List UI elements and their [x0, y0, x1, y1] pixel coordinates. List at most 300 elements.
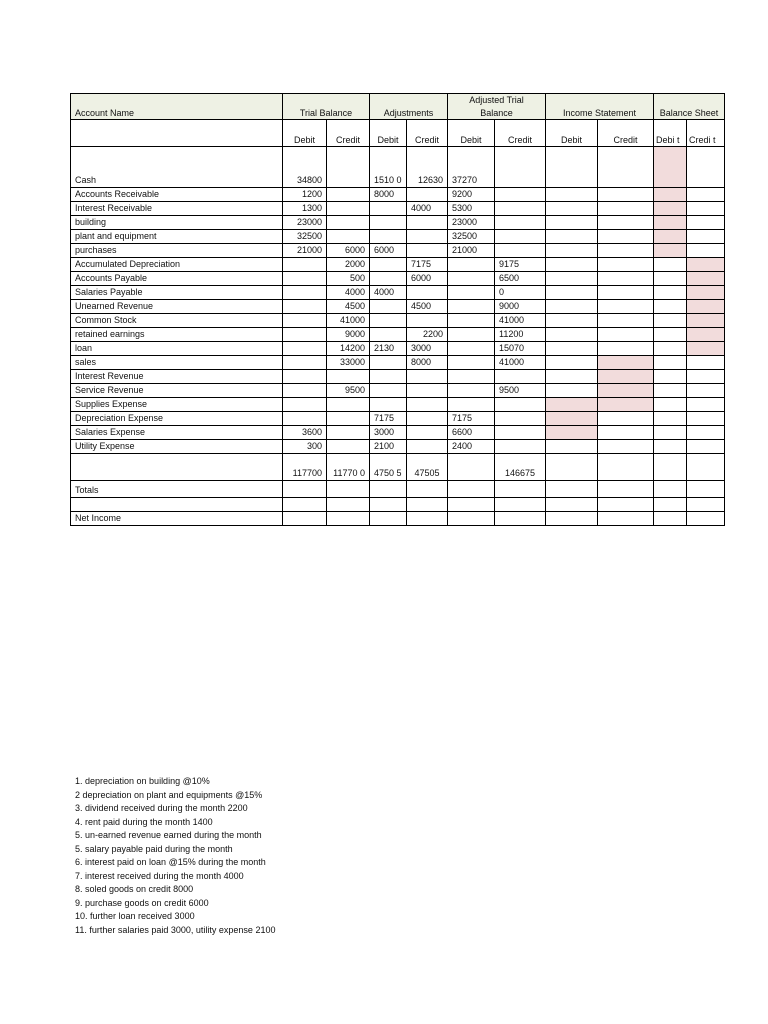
net-income-empty: [687, 512, 725, 526]
atb-debit: [448, 370, 495, 384]
bs-credit: [687, 272, 725, 286]
bs-debit: [654, 216, 687, 230]
account-name: retained earnings: [71, 328, 283, 342]
tb-debit: [283, 370, 327, 384]
bs-credit: [687, 426, 725, 440]
table-row: [71, 314, 725, 328]
tb-credit: [327, 398, 370, 412]
is-debit: [546, 202, 598, 216]
is-credit: [598, 258, 654, 272]
tb-credit: [327, 426, 370, 440]
note-item: 7. interest received during the month 4000: [75, 870, 244, 881]
is-credit: [598, 342, 654, 356]
adj-debit: 2100: [370, 440, 407, 454]
table-row: [71, 370, 725, 384]
atb-debit: [448, 258, 495, 272]
tb-debit: [283, 384, 327, 398]
account-name: Salaries Expense: [71, 426, 283, 440]
net-income-empty: [407, 512, 448, 526]
bs-debit: [654, 328, 687, 342]
adj-credit: [407, 370, 448, 384]
tb-debit: [283, 398, 327, 412]
table-row: [71, 426, 725, 440]
adj-debit: [370, 230, 407, 244]
adj-debit: [370, 328, 407, 342]
header-adjusted-trial-balance: Adjusted Trial Balance: [448, 94, 546, 120]
adj-credit: [407, 398, 448, 412]
bs-debit: [654, 244, 687, 258]
atb-credit: 9000: [495, 300, 546, 314]
tb-debit: [283, 286, 327, 300]
adj-credit: 2200: [407, 328, 448, 342]
atb-debit: 37270: [448, 147, 495, 188]
tb-credit: 41000: [327, 314, 370, 328]
atb-debit: 9200: [448, 188, 495, 202]
total-tb-credit: 11770 0: [327, 454, 370, 481]
tb-credit: 4500: [327, 300, 370, 314]
account-name: Accounts Payable: [71, 272, 283, 286]
table-row: [71, 328, 725, 342]
tb-credit: [327, 147, 370, 188]
is-credit: [598, 384, 654, 398]
adj-debit: [370, 356, 407, 370]
tb-credit: 9500: [327, 384, 370, 398]
bs-debit: [654, 370, 687, 384]
atb-debit: 5300: [448, 202, 495, 216]
empty-cell: [327, 498, 370, 512]
header-bs-debit: Debi t: [654, 120, 687, 147]
tb-debit: [283, 258, 327, 272]
tb-credit: [327, 370, 370, 384]
table-row: [71, 342, 725, 356]
total-empty: [598, 454, 654, 481]
bs-credit: [687, 300, 725, 314]
note-item: 9. purchase goods on credit 6000: [75, 897, 209, 908]
is-credit: [598, 230, 654, 244]
adj-credit: 4000: [407, 202, 448, 216]
total-adj-credit: 47505: [407, 454, 448, 481]
adj-debit: 7175: [370, 412, 407, 426]
tb-debit: 21000: [283, 244, 327, 258]
header-is-credit: Credit: [598, 120, 654, 147]
header-balance-sheet: Balance Sheet: [654, 94, 725, 120]
is-credit: [598, 300, 654, 314]
total-empty: [687, 454, 725, 481]
account-name: loan: [71, 342, 283, 356]
tb-credit: 500: [327, 272, 370, 286]
adj-debit: [370, 300, 407, 314]
tb-credit: 2000: [327, 258, 370, 272]
total-adj-debit: 4750 5: [370, 454, 407, 481]
tb-debit: [283, 342, 327, 356]
adj-debit: [370, 216, 407, 230]
adj-debit: 3000: [370, 426, 407, 440]
is-debit: [546, 147, 598, 188]
note-item: 4. rent paid during the month 1400: [75, 816, 213, 827]
is-debit: [546, 356, 598, 370]
header-adj-credit: Credit: [407, 120, 448, 147]
table-row: [71, 244, 725, 258]
empty-cell: [598, 498, 654, 512]
totals-empty: [687, 481, 725, 498]
atb-credit: [495, 440, 546, 454]
total-empty: [546, 454, 598, 481]
tb-credit: [327, 412, 370, 426]
atb-debit: 6600: [448, 426, 495, 440]
adj-debit: [370, 370, 407, 384]
adj-credit: [407, 244, 448, 258]
bs-debit: [654, 300, 687, 314]
is-credit: [598, 216, 654, 230]
note-item: 8. soled goods on credit 8000: [75, 884, 194, 894]
bs-debit: [654, 258, 687, 272]
header-adjustments: Adjustments: [370, 94, 448, 120]
adj-credit: 3000: [407, 342, 448, 356]
adj-credit: [407, 188, 448, 202]
adj-credit: [407, 314, 448, 328]
net-income-label: Net Income: [71, 512, 283, 526]
atb-credit: [495, 398, 546, 412]
is-credit: [598, 244, 654, 258]
empty-cell: [495, 498, 546, 512]
table-row: [71, 398, 725, 412]
header-adj-debit: Debit: [370, 120, 407, 147]
atb-credit: [495, 147, 546, 188]
bs-credit: [687, 328, 725, 342]
bs-debit: [654, 398, 687, 412]
note-item: 3. dividend received during the month 2200: [75, 803, 248, 813]
empty-cell: [283, 498, 327, 512]
is-debit: [546, 314, 598, 328]
bs-credit: [687, 384, 725, 398]
net-income-empty: [546, 512, 598, 526]
totals-empty: [370, 481, 407, 498]
atb-credit: 0: [495, 286, 546, 300]
is-debit: [546, 328, 598, 342]
account-name: Cash: [71, 147, 283, 188]
bs-debit: [654, 412, 687, 426]
adj-debit: [370, 202, 407, 216]
tb-debit: 1200: [283, 188, 327, 202]
adj-credit: [407, 286, 448, 300]
empty-cell: [448, 498, 495, 512]
total-empty: [654, 454, 687, 481]
atb-debit: 7175: [448, 412, 495, 426]
totals-row: [71, 481, 725, 498]
is-credit: [598, 202, 654, 216]
tb-credit: 14200: [327, 342, 370, 356]
is-debit: [546, 412, 598, 426]
tb-debit: [283, 300, 327, 314]
bs-debit: [654, 342, 687, 356]
is-debit: [546, 188, 598, 202]
header-atb-debit: Debit: [448, 120, 495, 147]
header-row-groups: [71, 94, 725, 120]
account-name: Interest Revenue: [71, 370, 283, 384]
bs-debit: [654, 147, 687, 188]
table-row: [71, 147, 725, 188]
atb-debit: [448, 328, 495, 342]
bs-credit: [687, 216, 725, 230]
adj-debit: [370, 314, 407, 328]
tb-debit: 34800: [283, 147, 327, 188]
tb-debit: 300: [283, 440, 327, 454]
totals-empty: [495, 481, 546, 498]
tb-credit: [327, 188, 370, 202]
bs-debit: [654, 272, 687, 286]
net-income-empty: [327, 512, 370, 526]
is-debit: [546, 300, 598, 314]
tb-credit: [327, 202, 370, 216]
atb-debit: [448, 342, 495, 356]
is-credit: [598, 188, 654, 202]
atb-credit: 6500: [495, 272, 546, 286]
table-row: [71, 384, 725, 398]
atb-credit: 41000: [495, 356, 546, 370]
is-credit: [598, 412, 654, 426]
atb-credit: [495, 202, 546, 216]
account-name: Unearned Revenue: [71, 300, 283, 314]
is-debit: [546, 286, 598, 300]
tb-debit: [283, 328, 327, 342]
bs-credit: [687, 230, 725, 244]
account-name: Depreciation Expense: [71, 412, 283, 426]
bs-debit: [654, 440, 687, 454]
adj-debit: [370, 258, 407, 272]
header-tb-credit: Credit: [327, 120, 370, 147]
account-name: purchases: [71, 244, 283, 258]
is-debit: [546, 426, 598, 440]
atb-credit: 9175: [495, 258, 546, 272]
account-name: building: [71, 216, 283, 230]
bs-debit: [654, 426, 687, 440]
is-credit: [598, 328, 654, 342]
net-income-empty: [448, 512, 495, 526]
totals-values-row: [71, 454, 725, 481]
net-income-empty: [654, 512, 687, 526]
atb-debit: 32500: [448, 230, 495, 244]
tb-credit: 33000: [327, 356, 370, 370]
empty-row: [71, 498, 725, 512]
tb-credit: 6000: [327, 244, 370, 258]
header-trial-balance: Trial Balance: [283, 94, 370, 120]
total-tb-debit: 117700: [283, 454, 327, 481]
tb-debit: [283, 272, 327, 286]
atb-credit: 41000: [495, 314, 546, 328]
adj-credit: [407, 384, 448, 398]
is-credit: [598, 314, 654, 328]
header-row-subcolumns: [71, 120, 725, 147]
bs-debit: [654, 230, 687, 244]
table-row: [71, 202, 725, 216]
bs-credit: [687, 440, 725, 454]
is-credit: [598, 356, 654, 370]
is-debit: [546, 244, 598, 258]
atb-credit: [495, 370, 546, 384]
is-credit: [598, 272, 654, 286]
tb-credit: [327, 230, 370, 244]
account-name: plant and equipment: [71, 230, 283, 244]
table-row: [71, 272, 725, 286]
tb-credit: [327, 216, 370, 230]
atb-credit: [495, 230, 546, 244]
adj-credit: [407, 216, 448, 230]
is-credit: [598, 440, 654, 454]
adjustment-notes: [75, 775, 290, 937]
net-income-empty: [495, 512, 546, 526]
is-credit: [598, 147, 654, 188]
atb-debit: [448, 300, 495, 314]
account-name: Supplies Expense: [71, 398, 283, 412]
bs-credit: [687, 244, 725, 258]
adj-credit: [407, 230, 448, 244]
net-income-empty: [370, 512, 407, 526]
adj-credit: [407, 440, 448, 454]
adj-credit: 12630: [407, 147, 448, 188]
header-blank: [71, 120, 283, 147]
note-item: 10. further loan received 3000: [75, 911, 195, 921]
is-debit: [546, 342, 598, 356]
tb-credit: 9000: [327, 328, 370, 342]
bs-credit: [687, 258, 725, 272]
adj-debit: [370, 272, 407, 286]
atb-debit: [448, 286, 495, 300]
note-item: 1. depreciation on building @10%: [75, 776, 210, 786]
bs-credit: [687, 356, 725, 370]
table-row: [71, 286, 725, 300]
is-credit: [598, 286, 654, 300]
table-row: [71, 188, 725, 202]
account-name: Common Stock: [71, 314, 283, 328]
note-item: 2 depreciation on plant and equipments @15%: [75, 789, 263, 800]
atb-debit: 21000: [448, 244, 495, 258]
atb-debit: [448, 272, 495, 286]
is-debit: [546, 230, 598, 244]
header-is-debit: Debit: [546, 120, 598, 147]
atb-credit: [495, 188, 546, 202]
bs-credit: [687, 342, 725, 356]
account-name: Salaries Payable: [71, 286, 283, 300]
account-name: sales: [71, 356, 283, 370]
adj-debit: 4000: [370, 286, 407, 300]
atb-credit: [495, 216, 546, 230]
adj-debit: 8000: [370, 188, 407, 202]
header-income-statement: Income Statement: [546, 94, 654, 120]
atb-credit: 9500: [495, 384, 546, 398]
is-debit: [546, 398, 598, 412]
table-row: [71, 258, 725, 272]
totals-empty: [546, 481, 598, 498]
table-row: [71, 440, 725, 454]
tb-debit: 23000: [283, 216, 327, 230]
totals-empty: [654, 481, 687, 498]
bs-credit: [687, 412, 725, 426]
table-row: [71, 216, 725, 230]
account-name: Interest Receivable: [71, 202, 283, 216]
account-name: Utility Expense: [71, 440, 283, 454]
adj-debit: 6000: [370, 244, 407, 258]
totals-label: Totals: [71, 481, 283, 498]
header-atb-credit: Credit: [495, 120, 546, 147]
atb-credit: 15070: [495, 342, 546, 356]
empty-cell: [407, 498, 448, 512]
tb-debit: 1300: [283, 202, 327, 216]
atb-debit: [448, 314, 495, 328]
atb-credit: 11200: [495, 328, 546, 342]
bs-debit: [654, 314, 687, 328]
bs-debit: [654, 202, 687, 216]
adj-credit: 8000: [407, 356, 448, 370]
is-debit: [546, 440, 598, 454]
is-credit: [598, 398, 654, 412]
bs-credit: [687, 286, 725, 300]
totals-empty: [598, 481, 654, 498]
header-bs-credit: Credi t: [687, 120, 725, 147]
net-income-empty: [598, 512, 654, 526]
atb-debit: 2400: [448, 440, 495, 454]
totals-empty: [327, 481, 370, 498]
account-name: Service Revenue: [71, 384, 283, 398]
adj-credit: [407, 412, 448, 426]
adj-debit: [370, 384, 407, 398]
bs-debit: [654, 384, 687, 398]
bs-credit: [687, 188, 725, 202]
worksheet-table: [70, 93, 725, 526]
empty-cell: [687, 498, 725, 512]
is-credit: [598, 370, 654, 384]
tb-debit: 32500: [283, 230, 327, 244]
account-name: Accounts Receivable: [71, 188, 283, 202]
tb-debit: [283, 314, 327, 328]
bs-credit: [687, 314, 725, 328]
table-row: [71, 412, 725, 426]
empty-cell: [654, 498, 687, 512]
note-item: 5. un-earned revenue earned during the month: [75, 830, 262, 840]
table-row: [71, 356, 725, 370]
atb-debit: 23000: [448, 216, 495, 230]
atb-debit: [448, 398, 495, 412]
header-tb-debit: Debit: [283, 120, 327, 147]
empty-cell: [71, 498, 283, 512]
tb-debit: [283, 356, 327, 370]
atb-debit: [448, 356, 495, 370]
bs-credit: [687, 370, 725, 384]
atb-credit: [495, 412, 546, 426]
tb-debit: 3600: [283, 426, 327, 440]
note-item: 11. further salaries paid 3000, utility expense 2100: [75, 924, 276, 935]
adj-credit: [407, 426, 448, 440]
table-row: [71, 230, 725, 244]
bs-debit: [654, 356, 687, 370]
adj-debit: 1510 0: [370, 147, 407, 188]
empty-cell: [370, 498, 407, 512]
totals-empty: [407, 481, 448, 498]
atb-debit: [448, 384, 495, 398]
adj-credit: 6000: [407, 272, 448, 286]
adj-debit: [370, 398, 407, 412]
bs-debit: [654, 188, 687, 202]
empty-cell: [546, 498, 598, 512]
note-item: 5. salary payable paid during the month: [75, 843, 233, 854]
bs-credit: [687, 398, 725, 412]
is-debit: [546, 272, 598, 286]
tb-credit: 4000: [327, 286, 370, 300]
bs-debit: [654, 286, 687, 300]
account-name: Accumulated Depreciation: [71, 258, 283, 272]
total-atb-credit: 146675: [495, 454, 546, 481]
atb-credit: [495, 244, 546, 258]
adj-debit: 2130: [370, 342, 407, 356]
